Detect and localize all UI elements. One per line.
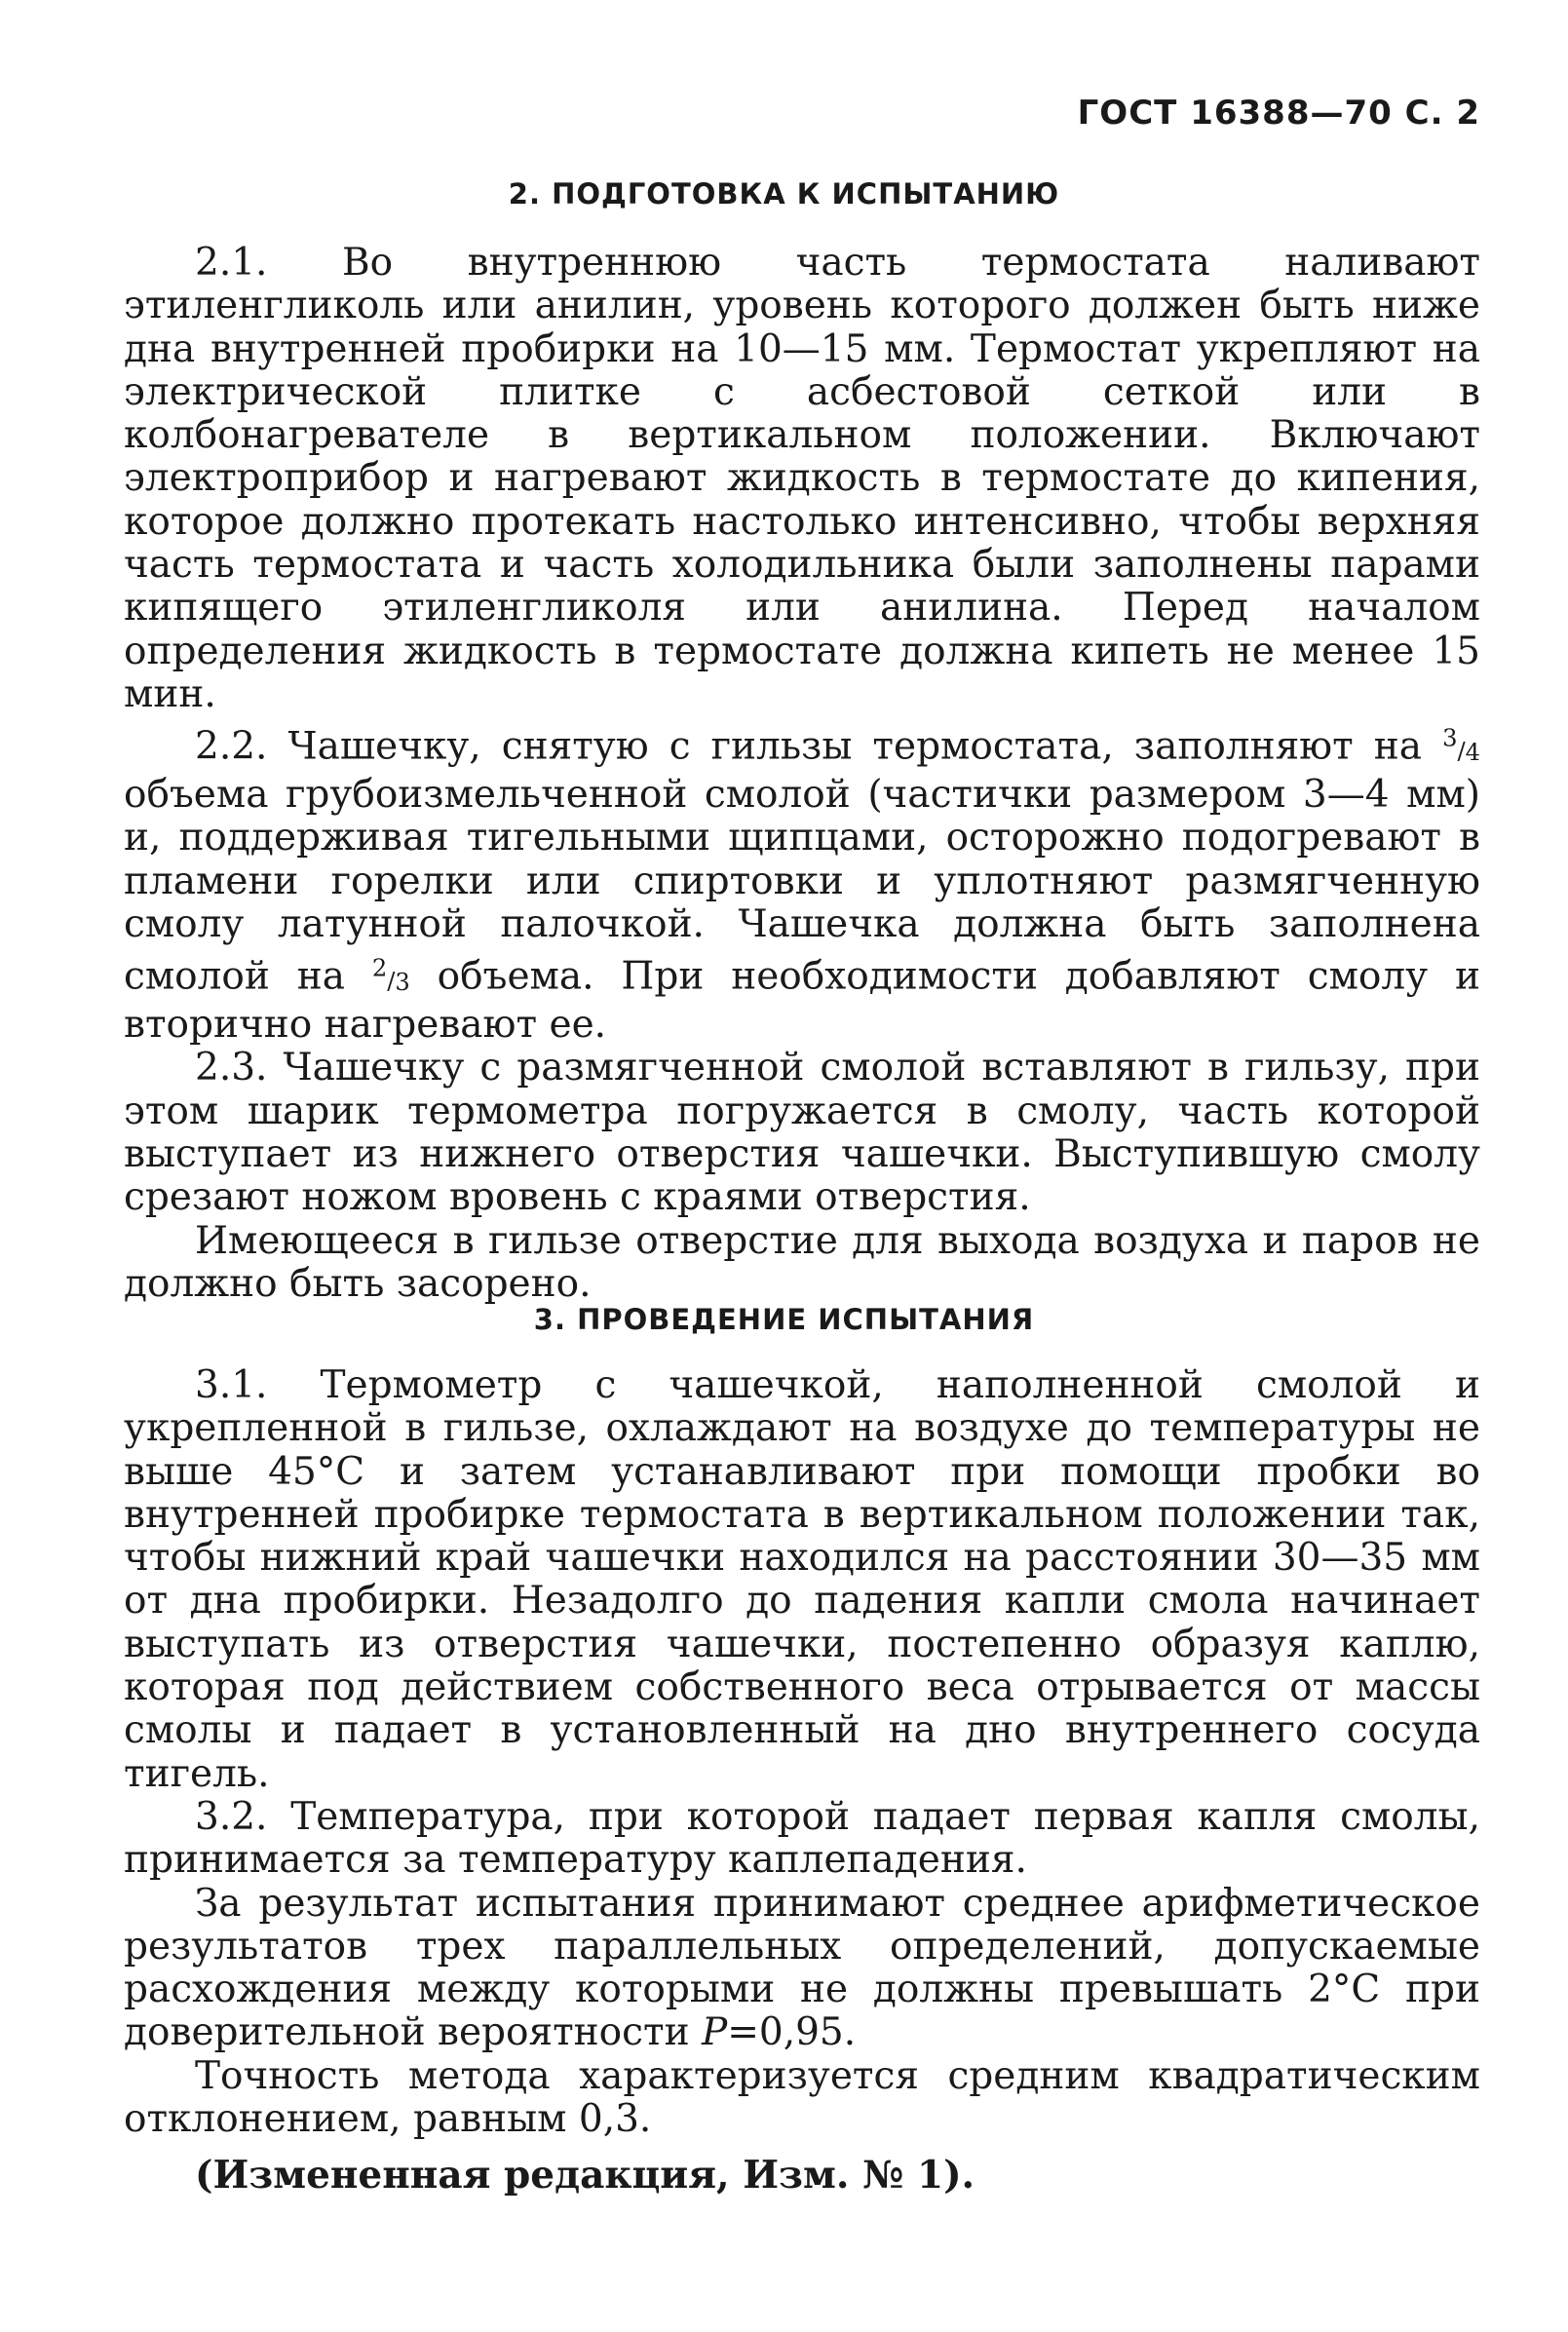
section-2-title: 2. ПОДГОТОВКА К ИСПЫТАНИЮ: [508, 177, 1060, 210]
paragraph-3-2-result-part-b: =0,95.: [727, 2010, 857, 2055]
fraction-two-thirds: 2/3: [371, 954, 410, 996]
section-3-body: [124, 1364, 1480, 2198]
paragraph-2-2: [124, 716, 1480, 1047]
running-header: ГОСТ 16388—70 С. 2: [1077, 94, 1480, 133]
paragraph-3-2: 3.2. Температура, при которой падает первая капля смолы, принимается за температуру каплепадения.: [124, 1794, 1480, 1883]
paragraph-2-3: 2.3. Чашечку с размягченной смолой вставляют в гильзу, при этом шарик термометра погружается в смолу, часть которой выступает из нижнего отверстия чашечки. Выступившую смолу срезают ножом вровень с краями отверстия.: [124, 1046, 1480, 1220]
paragraph-2-2-part-b: объема грубоизмельченной смолой (частички размером 3—4 мм) и, поддерживая тигельными щипцами, осторожно подогревают в пламени горелки или спиртовки и уплотняют размягченную смолу латунной палочкой. Чашечка должна быть заполнена смолой на: [124, 773, 1480, 999]
paragraph-2-1: 2.1. Во внутреннюю часть термостата наливают этиленгликоль или анилин, уровень которого должен быть ниже дна внутренней пробирки на 10—15 мм. Термостат укрепляют на электрической плитке с асбестовой сеткой или в колбонагревателе в вертикальном положении. Включают электроприбор и нагревают жидкость в термостате до кипения, которое должно протекать настолько интенсивно, чтобы верхняя часть термостата и часть холодильника были заполнены парами кипящего этиленгликоля или анилина. Перед началом определения жидкость в термостате должна кипеть не менее 15 мин.: [124, 241, 1480, 716]
paragraph-3-2-result-part-a: За результат испытания принимают среднее арифметическое результатов трех параллельных определений, допускаемые расхождения между которыми не должны превышать 2°С при доверительной вероятности: [124, 1881, 1480, 2055]
paragraph-2-2-part-c: объема. При необходимости добавляют смолу и вторично нагревают ее.: [124, 954, 1480, 1048]
amendment-note: (Измененная редакция, Изм. № 1).: [195, 2153, 975, 2198]
fraction-three-quarters: 3/4: [1442, 724, 1480, 766]
paragraph-3-1: 3.1. Термометр с чашечкой, наполненной смолой и укрепленной в гильзе, охлаждают на воздухе до температуры не выше 45°С и затем устанавливают при помощи пробки во внутренней пробирке термостата в вертикальном положении так, чтобы нижний край чашечки находился на расстоянии 30—35 мм от дна пробирки. Незадолго до падения капли смола начинает выступать из отверстия чашечки, постепенно образуя каплю, которая под действием собственного веса отрывается от массы смолы и падает в установленный на дно внутреннего сосуда тигель.: [124, 1363, 1480, 1796]
section-3-title: 3. ПРОВЕДЕНИЕ ИСПЫТАНИЯ: [533, 1303, 1035, 1336]
paragraph-3-2-result: [124, 1883, 1480, 2055]
section-2-body: [124, 242, 1480, 1306]
probability-variable: P: [701, 2010, 728, 2055]
paragraph-2-2-part-a: 2.2. Чашечку, снятую с гильзы термостата, заполняют на: [195, 724, 1422, 769]
paragraph-3-2-accuracy: Точность метода характеризуется средним квадратическим отклонением, равным 0,3.: [124, 2053, 1480, 2142]
paragraph-2-3-note: Имеющееся в гильзе отверстие для выхода воздуха и паров не должно быть засорено.: [124, 1218, 1480, 1306]
